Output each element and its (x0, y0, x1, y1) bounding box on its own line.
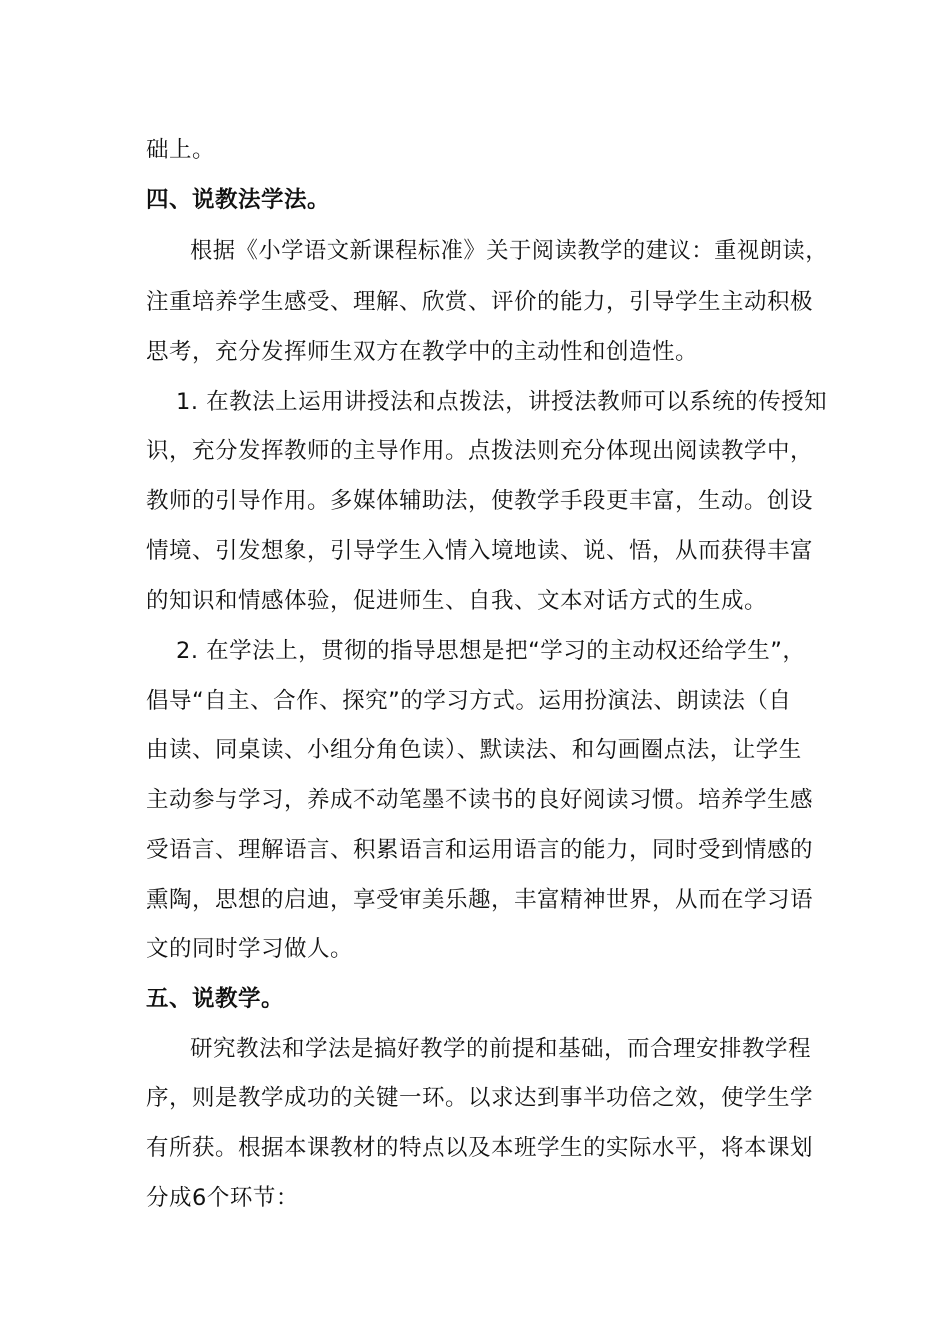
text-line: 教师的引导作用。多媒体辅助法，使教学手段更丰富，生动。创设 (146, 488, 814, 514)
text-line: 研究教法和学法是搞好教学的前提和基础，而合理安排教学程 (190, 1036, 812, 1062)
text-line: 思考，充分发挥师生双方在教学中的主动性和创造性。 (146, 339, 699, 365)
text-line: 注重培养学生感受、理解、欣赏、评价的能力，引导学生主动积极 (146, 289, 814, 315)
section-heading-five: 五、说教学。 (146, 986, 285, 1012)
text-line: 有所获。根据本课教材的特点以及本班学生的实际水平，将本课划 (146, 1135, 814, 1161)
text-line: 受语言、理解语言、积累语言和运用语言的能力，同时受到情感的 (146, 837, 814, 863)
section-heading-four: 四、说教法学法。 (146, 187, 331, 213)
text-line: 的知识和情感体验，促进师生、自我、文本对话方式的生成。 (146, 588, 768, 614)
text-line: 由读、同桌读、小组分角色读）、默读法、和勾画圈点法，让学生 (146, 737, 802, 763)
text-line: 序，则是教学成功的关键一环。以求达到事半功倍之效，使学生学 (146, 1085, 814, 1111)
list-item-one: 1. 在教法上运用讲授法和点拨法，讲授法教师可以系统的传授知 (176, 389, 828, 415)
text-line: 倡导“自主、合作、探究”的学习方式。运用扮演法、朗读法（自 (146, 688, 792, 714)
list-item-two: 2. 在学法上，贯彻的指导思想是把“学习的主动权还给学生”， (176, 638, 806, 664)
text-line: 识，充分发挥教师的主导作用。点拨法则充分体现出阅读教学中， (146, 438, 814, 464)
text-line: 熏陶，思想的启迪，享受审美乐趣，丰富精神世界，从而在学习语 (146, 887, 814, 913)
text-line: 础上。 (146, 137, 216, 163)
text-line: 文的同时学习做人。 (146, 936, 354, 962)
text-line: 分成6个环节： (146, 1185, 299, 1211)
text-line: 情境、引发想象，引导学生入情入境地读、说、悟，从而获得丰富 (146, 538, 814, 564)
text-line: 根据《小学语文新课程标准》关于阅读教学的建议：重视朗读， (190, 238, 829, 264)
text-line: 主动参与学习，养成不动笔墨不读书的良好阅读习惯。培养学生感 (146, 787, 814, 813)
